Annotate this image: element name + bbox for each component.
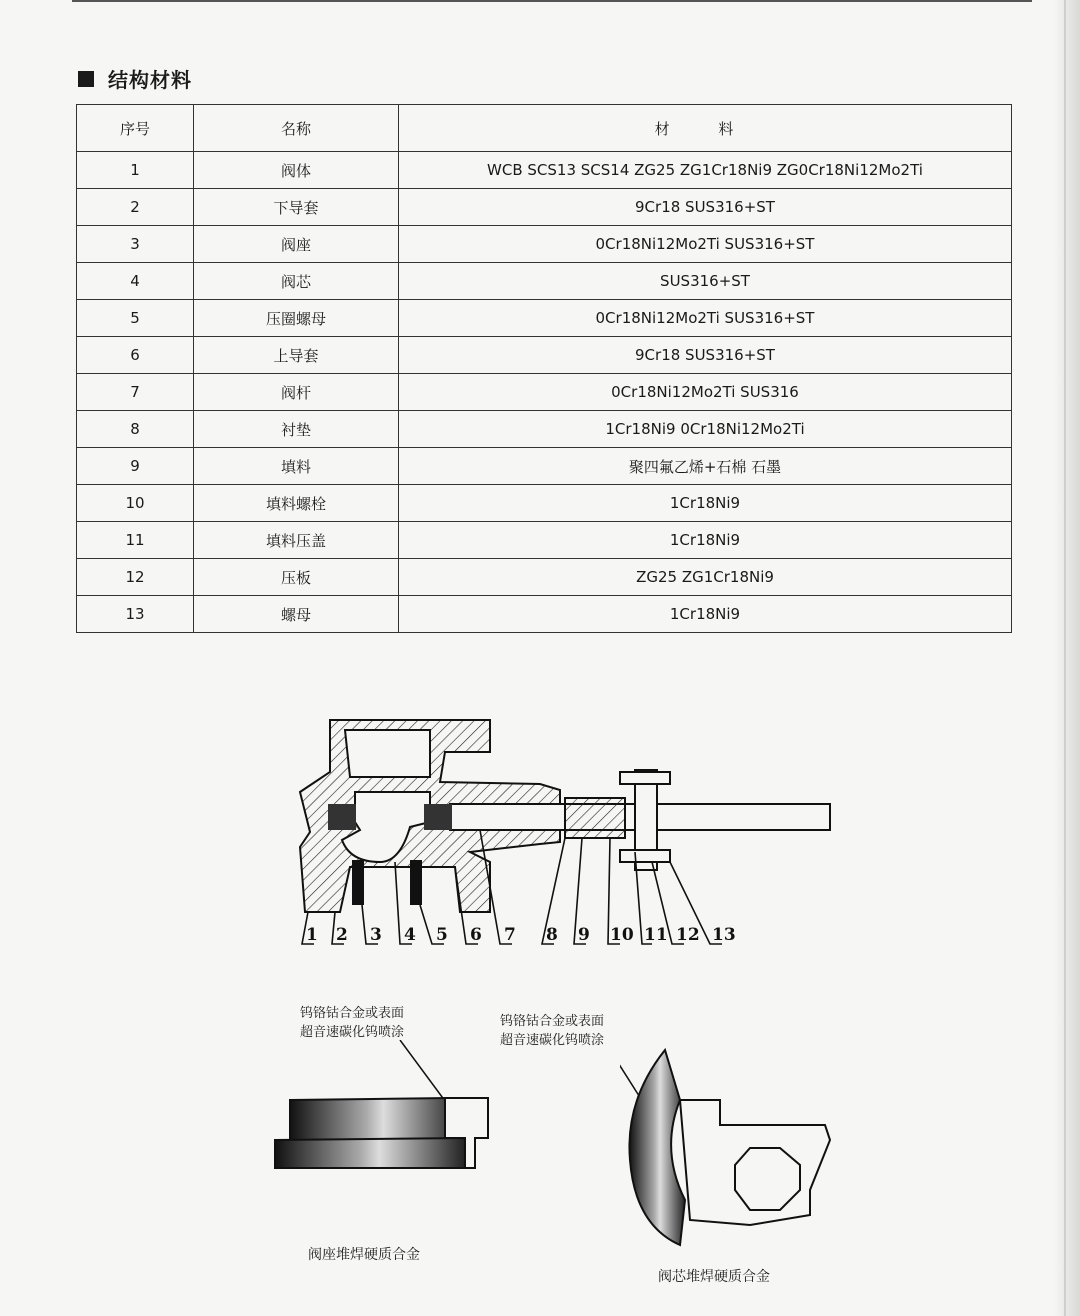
row-no-cell: 8 (77, 411, 194, 448)
row-no-cell: 1 (77, 152, 194, 189)
part-label-12: 12 (676, 925, 700, 945)
row-name-cell: 阀体 (194, 152, 399, 189)
row-no-cell: 9 (77, 448, 194, 485)
row-material-cell: ZG25 ZG1Cr18Ni9 (399, 559, 1012, 596)
row-material-cell: 聚四氟乙烯+石棉 石墨 (399, 448, 1012, 485)
row-material-cell: 0Cr18Ni12Mo2Ti SUS316 (399, 374, 1012, 411)
part-label-4: 4 (404, 925, 416, 945)
row-no-cell: 6 (77, 337, 194, 374)
table-row (77, 189, 1012, 226)
header-name: 名称 (194, 105, 399, 152)
seat-note-line2: 超音速碳化钨喷涂 (300, 1025, 405, 1040)
bolt-top (620, 772, 670, 784)
part-label-10: 10 (610, 925, 634, 945)
page-edge-shadow (1054, 0, 1080, 1316)
row-name-cell: 下导套 (194, 189, 399, 226)
row-material-cell: 1Cr18Ni9 (399, 485, 1012, 522)
table-row (77, 226, 1012, 263)
row-no-cell: 13 (77, 596, 194, 633)
table-row (77, 300, 1012, 337)
bolt-bottom (620, 850, 670, 862)
row-material-cell: WCB SCS13 SCS14 ZG25 ZG1Cr18Ni9 ZG0Cr18Ni12Mo2Ti (399, 152, 1012, 189)
row-material-cell: 0Cr18Ni12Mo2Ti SUS316+ST (399, 300, 1012, 337)
table-row (77, 152, 1012, 189)
row-no-cell: 7 (77, 374, 194, 411)
valve-cavity-shape (345, 730, 430, 777)
table-row (77, 596, 1012, 633)
packing-stack (565, 798, 625, 838)
row-no-cell: 10 (77, 485, 194, 522)
table-row (77, 485, 1012, 522)
part-label-9: 9 (578, 925, 590, 945)
row-name-cell: 填料压盖 (194, 522, 399, 559)
row-material-cell: 1Cr18Ni9 0Cr18Ni12Mo2Ti (399, 411, 1012, 448)
row-no-cell: 12 (77, 559, 194, 596)
row-name-cell: 阀芯 (194, 263, 399, 300)
seat-note-line1: 钨铬钴合金或表面 (300, 1006, 405, 1021)
row-name-cell: 上导套 (194, 337, 399, 374)
row-name-cell: 填料螺栓 (194, 485, 399, 522)
row-name-cell: 压圈螺母 (194, 300, 399, 337)
header-no: 序号 (77, 105, 194, 152)
table-row (77, 411, 1012, 448)
section-title-text: 结构材料 (108, 68, 192, 92)
row-material-cell: 9Cr18 SUS316+ST (399, 189, 1012, 226)
top-rule (72, 0, 1032, 2)
row-no-cell: 2 (77, 189, 194, 226)
part-label-3: 3 (370, 925, 382, 945)
row-no-cell: 4 (77, 263, 194, 300)
row-no-cell: 11 (77, 522, 194, 559)
lower-guide (328, 804, 356, 830)
row-material-cell: 9Cr18 SUS316+ST (399, 337, 1012, 374)
table-header-row (77, 105, 1012, 152)
part-label-13: 13 (712, 925, 736, 945)
part-label-8: 8 (546, 925, 558, 945)
part-label-5: 5 (436, 925, 448, 945)
seat-ring-right (410, 860, 422, 905)
row-material-cell: 1Cr18Ni9 (399, 596, 1012, 633)
seat-ring-left (352, 860, 364, 905)
materials-table (76, 104, 1012, 633)
plug-note-line2: 超音速碳化钨喷涂 (500, 1033, 605, 1048)
row-name-cell: 阀杆 (194, 374, 399, 411)
table-row (77, 522, 1012, 559)
row-name-cell: 螺母 (194, 596, 399, 633)
plug-detail-drawing (620, 1040, 840, 1260)
table-row (77, 263, 1012, 300)
page-edge-line (1064, 0, 1066, 1316)
row-name-cell: 填料 (194, 448, 399, 485)
table-row (77, 337, 1012, 374)
row-name-cell: 衬垫 (194, 411, 399, 448)
plug-caption: 阀芯堆焊硬质合金 (658, 1269, 770, 1285)
seat-note (300, 1004, 404, 1042)
row-name-cell: 阀座 (194, 226, 399, 263)
valve-section-diagram (290, 712, 850, 962)
seat-detail-drawing (270, 1040, 500, 1180)
part-label-7: 7 (504, 925, 516, 945)
header-material: 材 料 (399, 105, 1012, 152)
upper-guide (424, 804, 452, 830)
row-material-cell: 1Cr18Ni9 (399, 522, 1012, 559)
row-no-cell: 3 (77, 226, 194, 263)
part-label-6: 6 (470, 925, 482, 945)
section-title (78, 64, 192, 93)
table-row (77, 559, 1012, 596)
part-label-2: 2 (336, 925, 348, 945)
seat-caption: 阀座堆焊硬质合金 (308, 1247, 420, 1263)
plug-note (500, 1012, 604, 1050)
row-material-cell: SUS316+ST (399, 263, 1012, 300)
part-label-11: 11 (644, 925, 668, 945)
plug-note-line1: 钨铬钴合金或表面 (500, 1014, 605, 1029)
title-square-icon (78, 71, 94, 87)
row-no-cell: 5 (77, 300, 194, 337)
row-name-cell: 压板 (194, 559, 399, 596)
row-material-cell: 0Cr18Ni12Mo2Ti SUS316+ST (399, 226, 1012, 263)
table-row (77, 448, 1012, 485)
table-row (77, 374, 1012, 411)
part-label-1: 1 (306, 925, 318, 945)
